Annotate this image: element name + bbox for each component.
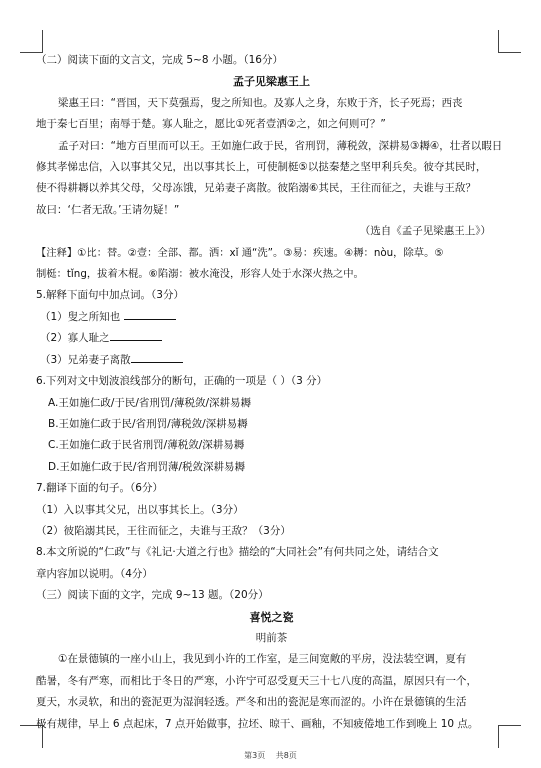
question-8-line: 章内容加以说明。（4分） xyxy=(36,567,153,580)
answer-blank[interactable] xyxy=(131,351,183,363)
passage-line: 地于秦七百里；南辱于楚。寡人耻之，愿比①死者壹洒②之，如之何则可？” xyxy=(36,118,386,131)
essay-line: 夏天，水灵软，和出的瓷泥更为湿润轻透。严冬和出的瓷泥是寒而涩的。小许在景德镇的生活 xyxy=(36,696,467,709)
question-7-item: （2）彼陷溺其民，王往而征之，夫谁与王敌？（3分） xyxy=(36,524,291,537)
page-total: 共8页 xyxy=(275,751,297,760)
essay-line: ①在景德镇的一座小山上，我见到小许的工作室，是三间宽敞的平房，没法装空调，夏有 xyxy=(58,653,467,666)
passage-line: 使不得耕耨以养其父母，父母冻饿，兄弟妻子离散。彼陷溺⑥其民，王往而征之，夫谁与王敌？ xyxy=(36,182,476,195)
essay-author: 明前茶 xyxy=(255,631,288,644)
question-5-item: （2）寡人耻之 xyxy=(36,328,507,349)
passage-line: 故曰：‘仁者无敌。’王请勿疑！” xyxy=(36,203,180,216)
classical-text-title: 孟子见梁惠王上 xyxy=(233,75,310,89)
essay-line: 极有规律，早上 6 点起床，7 点开始做事，拉坯、晾干、画釉，不知疲倦地工作到晚上 10 点。 xyxy=(36,717,479,730)
question-7-item: （1）入以事其父兄，出以事其长上。（3分） xyxy=(36,503,244,516)
section-2-heading: （二）阅读下面的文言文，完成 5~8 小题。（16分） xyxy=(36,54,283,66)
question-6-option-c[interactable]: C.王如施仁政于民省刑罚/薄税敛/深耕易耨 xyxy=(48,439,245,452)
page-footer xyxy=(0,750,541,761)
question-5-item: （3）兄弟妻子离散 xyxy=(36,350,507,371)
essay-title: 喜悦之瓷 xyxy=(249,610,294,624)
question-6-option-a[interactable]: A.王如施仁政/于民/省刑罚/薄税敛/深耕易耨 xyxy=(48,396,251,409)
question-6-stem: 6.下列对文中划波浪线部分的断句，正确的一项是（ ）（3 分） xyxy=(36,375,328,388)
question-6-option-d[interactable]: D.王如施仁政于民/省刑罚薄/税敛深耕易耨 xyxy=(48,460,245,473)
document-page xyxy=(36,50,507,735)
question-5-item: （1）叟之所知也 xyxy=(36,307,507,328)
question-5-stem: 5.解释下面句中加点词。（3分） xyxy=(36,289,184,302)
question-7-stem: 7.翻译下面的句子。（6分） xyxy=(36,482,163,495)
section-3-heading: （三）阅读下面的文字，完成 9~13 题。（20分） xyxy=(36,589,269,602)
passage-line: 孟子对曰：“地方百里而可以王。王如施仁政于民，省刑罚，薄税敛，深耕易③耨④，壮者以暇日 xyxy=(58,139,503,152)
passage-line: 梁惠王曰：“晋国，天下莫强焉，叟之所知也。及寡人之身，东败于齐，长子死焉；西丧 xyxy=(58,96,463,109)
page-number: 第3页 xyxy=(244,751,266,760)
question-6-option-b[interactable]: B.王如施仁政于民/省刑罚/薄税敛/深耕易耨 xyxy=(48,417,248,430)
source-citation: （选自《孟子见梁惠王上》） xyxy=(359,225,491,238)
annotation-line: 制梃：tǐng，拔着木棍。⑥陷溺：被水淹没，形容人处于水深火热之中。 xyxy=(36,268,364,281)
answer-blank[interactable] xyxy=(110,329,162,341)
annotation-line: 【注释】①比：替。②壹：全部、都。洒：xǐ 通“洗”。③易：疾速。④耨：nòu，除草。⑤ xyxy=(36,246,444,259)
question-8-line: 8.本文所说的“仁政”与《礼记·大道之行也》描绘的“大同社会”有何共同之处，请结合文 xyxy=(36,546,439,559)
essay-line: 酷暑，冬有严寒，而相比于冬日的严寒，小许宁可忍受夏天三十七八度的高温，原因只有一个， xyxy=(36,674,477,687)
answer-blank[interactable] xyxy=(124,308,176,320)
passage-line: 修其孝悌忠信，入以事其父兄，出以事其长上，可使制梃⑤以挞秦楚之坚甲利兵矣。彼夺其民时， xyxy=(36,161,487,174)
